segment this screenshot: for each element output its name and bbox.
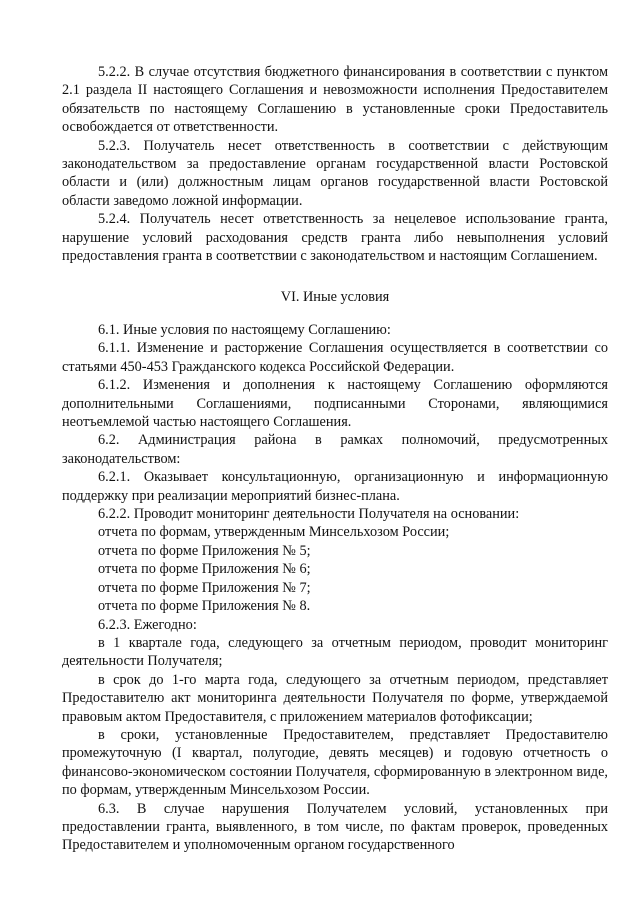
clause-6-2: 6.2. Администрация района в рамках полномочий, предусмотренных законодательством:	[62, 432, 608, 467]
annual-item: в сроки, установленные Предоставителем, представляет Предоставителю промежуточную (I квартал, полугодие, девять месяцев) и годовую отчетность о финансово-экономическом состоянии Получателя, сформированную в электронном виде, по формам, утвержденным Минсельхозом России.	[62, 726, 608, 799]
clause-6-1-1: 6.1.1. Изменение и расторжение Соглашения осуществляется в соответствии со статьями 450-453 Гражданского кодекса Российской Федерации.	[62, 340, 608, 375]
clause-6-2-2: 6.2.2. Проводит мониторинг деятельности Получателя на основании:	[98, 506, 520, 523]
clause-6-1-2: 6.1.2. Изменения и дополнения к настоящему Соглашению оформляются дополнительными Соглашениями, подписанными Сторонами, являющимися неотъемлемой частью настоящего Соглашения.	[62, 377, 608, 431]
clause-6-2-3: 6.2.3. Ежегодно:	[98, 616, 197, 633]
section-6-body	[62, 321, 608, 855]
clause-6-3: 6.3. В случае нарушения Получателем условий, установленных при предоставлении гранта, выявленного, в том числе, по фактам проверок, проведенных Предоставителем и уполномоченным органом государственного	[62, 800, 608, 854]
section-5-continuation	[62, 63, 608, 265]
report-item: отчета по форме Приложения № 8.	[98, 598, 311, 615]
clause-5-2-3: 5.2.3. Получатель несет ответственность в соответствии с действующим законодательством за предоставление органам государственной власти Ростовской области и (или) должностным лицам органов государственной власти Ростовской области заведомо ложной информации.	[62, 137, 608, 209]
report-item: отчета по форме Приложения № 6;	[98, 561, 311, 578]
clause-5-2-4: 5.2.4. Получатель несет ответственность за нецелевое использование гранта, нарушение условий расходования средств гранта либо невыполнения условий предоставления гранта в соответствии с законодательством и настоящим Соглашением.	[62, 211, 608, 265]
annual-item: в срок до 1-го марта года, следующего за отчетным периодом, представляет Предоставителю акт мониторинга деятельности Получателя по форме, утверждаемой правовым актом Предоставителя, с приложением материалов фотофиксации;	[62, 671, 608, 725]
clause-6-2-1: 6.2.1. Оказывает консультационную, организационную и информационную поддержку при реализации мероприятий бизнес-плана.	[62, 469, 608, 504]
report-item: отчета по формам, утвержденным Минсельхозом России;	[98, 524, 450, 541]
report-item: отчета по форме Приложения № 7;	[98, 579, 311, 596]
clause-6-1: 6.1. Иные условия по настоящему Соглашению:	[98, 322, 391, 338]
clause-5-2-2: 5.2.2. В случае отсутствия бюджетного финансирования в соответствии с пунктом 2.1 раздела II настоящего Соглашения и невозможности исполнения Предоставителем обязательств по настоящему Соглашению в установленные сроки Предоставитель освобождается от ответственности.	[62, 64, 608, 136]
section-6-title: VI. Иные условия	[280, 289, 390, 305]
report-item: отчета по форме Приложения № 5;	[98, 542, 311, 559]
annual-item: в 1 квартале года, следующего за отчетным периодом, проводит мониторинг деятельности Получателя;	[62, 634, 608, 670]
section-6-heading-block	[62, 288, 608, 306]
